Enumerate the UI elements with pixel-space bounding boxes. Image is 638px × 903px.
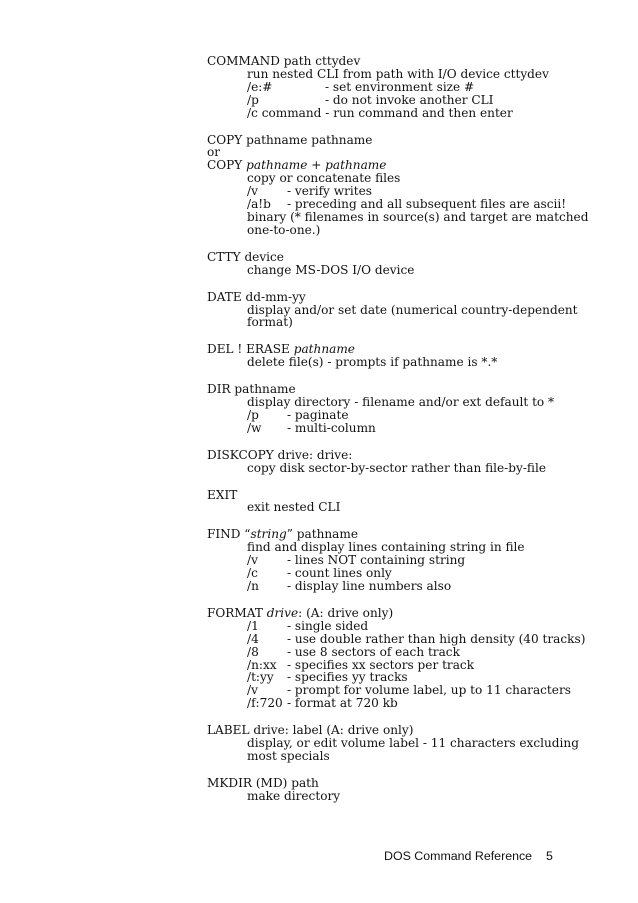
dir-description: display directory - filename and/or ext default to * bbox=[247, 395, 555, 410]
option-flag: /n bbox=[247, 579, 259, 593]
option-description: - preceding and all subsequent files are ascii! bbox=[287, 197, 567, 212]
option-description: - use 8 sectors of each track bbox=[287, 644, 460, 659]
option-description: - set environment size # bbox=[325, 79, 475, 94]
format-option bbox=[207, 646, 627, 659]
entry-dir bbox=[207, 383, 627, 435]
find-description: find and display lines containing string in file bbox=[247, 540, 525, 555]
find-syntax-arg: string bbox=[250, 527, 287, 542]
option-flag: /4 bbox=[247, 631, 259, 646]
label-description-2: most specials bbox=[247, 748, 330, 763]
footer-title: DOS Command Reference bbox=[384, 849, 533, 863]
find-option bbox=[207, 580, 627, 593]
option-description: - do not invoke another CLI bbox=[325, 92, 494, 107]
label-syntax: LABEL drive: label (A: drive only) bbox=[207, 723, 414, 738]
mkdir-description: make directory bbox=[247, 788, 341, 803]
option-description: - paginate bbox=[287, 407, 349, 422]
option-description: - prompt for volume label, up to 11 characters bbox=[287, 683, 571, 698]
option-flag: /1 bbox=[247, 618, 259, 633]
option-flag: /t:yy bbox=[247, 670, 274, 685]
entry-exit bbox=[207, 489, 627, 515]
entry-mkdir bbox=[207, 777, 627, 803]
entry-ctty bbox=[207, 251, 627, 277]
entry-copy bbox=[207, 134, 627, 237]
format-syntax-cmd: FORMAT bbox=[207, 605, 267, 620]
format-syntax-post: : (A: drive only) bbox=[298, 605, 394, 620]
command-option bbox=[207, 81, 627, 94]
option-description: - count lines only bbox=[287, 566, 392, 581]
command-option-c: /c command - run command and then enter bbox=[247, 105, 513, 120]
find-syntax-post: ” pathname bbox=[286, 527, 358, 542]
option-flag: /p bbox=[247, 407, 259, 422]
dir-option bbox=[207, 422, 627, 435]
option-description: - specifies xx sectors per track bbox=[287, 657, 475, 672]
del-syntax-cmd: DEL ! ERASE bbox=[207, 342, 294, 357]
option-description: - multi-column bbox=[287, 420, 376, 435]
page-footer bbox=[384, 849, 553, 863]
entry-find bbox=[207, 528, 627, 593]
option-flag: /p bbox=[247, 92, 259, 107]
date-description-2: format) bbox=[247, 315, 293, 330]
copy-syntax-alt-args: pathname + pathname bbox=[246, 158, 387, 173]
ctty-description: change MS-DOS I/O device bbox=[247, 262, 415, 277]
command-syntax: COMMAND path cttydev bbox=[207, 54, 361, 68]
copy-or: or bbox=[207, 145, 221, 160]
option-description: - verify writes bbox=[287, 184, 372, 199]
entry-date bbox=[207, 291, 627, 330]
format-option bbox=[207, 633, 627, 646]
date-description: display and/or set date (numerical country-dependent bbox=[247, 302, 578, 317]
entry-label bbox=[207, 724, 627, 763]
copy-syntax: COPY pathname pathname bbox=[207, 132, 373, 147]
option-flag: /a!b bbox=[247, 197, 271, 212]
format-option bbox=[207, 697, 627, 710]
date-syntax: DATE dd-mm-yy bbox=[207, 289, 306, 304]
page-number: 5 bbox=[546, 849, 553, 863]
option-flag: /v bbox=[247, 553, 258, 568]
command-description: run nested CLI from path with I/O device cttydev bbox=[247, 66, 549, 81]
exit-syntax: EXIT bbox=[207, 487, 238, 502]
option-description: - display line numbers also bbox=[287, 579, 452, 593]
format-syntax bbox=[207, 607, 627, 620]
del-syntax-args: pathname bbox=[293, 342, 355, 357]
option-flag: /n:xx bbox=[247, 657, 277, 672]
copy-description: copy or concatenate files bbox=[247, 171, 401, 186]
find-option bbox=[207, 554, 627, 567]
command-reference-list bbox=[207, 55, 627, 817]
option-flag: /v bbox=[247, 683, 258, 698]
option-flag: /f:720 bbox=[247, 696, 283, 711]
option-description: - specifies yy tracks bbox=[287, 670, 408, 685]
option-flag: /v bbox=[247, 184, 258, 199]
format-syntax-arg: drive bbox=[266, 605, 299, 620]
dir-option bbox=[207, 409, 627, 422]
command-option bbox=[207, 94, 627, 107]
label-description: display, or edit volume label - 11 characters excluding bbox=[247, 736, 579, 751]
ctty-syntax: CTTY device bbox=[207, 249, 284, 264]
entry-diskcopy bbox=[207, 449, 627, 475]
diskcopy-syntax: DISKCOPY drive: drive: bbox=[207, 447, 353, 462]
exit-description: exit nested CLI bbox=[247, 500, 341, 515]
find-syntax-pre: FIND “ bbox=[207, 527, 251, 542]
option-description: - format at 720 kb bbox=[287, 696, 398, 711]
entry-del bbox=[207, 343, 627, 369]
diskcopy-description: copy disk sector-by-sector rather than file-by-file bbox=[247, 460, 547, 475]
option-description: - lines NOT containing string bbox=[287, 553, 466, 568]
option-description: - use double rather than high density (40 tracks) bbox=[287, 631, 586, 646]
del-description: delete file(s) - prompts if pathname is *.* bbox=[247, 355, 498, 370]
dir-syntax: DIR pathname bbox=[207, 382, 296, 397]
option-flag: /c bbox=[247, 566, 258, 581]
copy-description-3: one-to-one.) bbox=[247, 222, 321, 237]
entry-command bbox=[207, 55, 627, 120]
option-flag: /w bbox=[247, 420, 262, 435]
option-flag: /e:# bbox=[247, 79, 273, 94]
option-description: - single sided bbox=[287, 618, 369, 633]
entry-format bbox=[207, 607, 627, 710]
format-option bbox=[207, 620, 627, 633]
mkdir-syntax: MKDIR (MD) path bbox=[207, 775, 319, 790]
copy-description-2: binary (* filenames in source(s) and target are matched bbox=[247, 209, 589, 224]
copy-syntax-alt-cmd: COPY bbox=[207, 158, 247, 173]
option-flag: /8 bbox=[247, 644, 259, 659]
